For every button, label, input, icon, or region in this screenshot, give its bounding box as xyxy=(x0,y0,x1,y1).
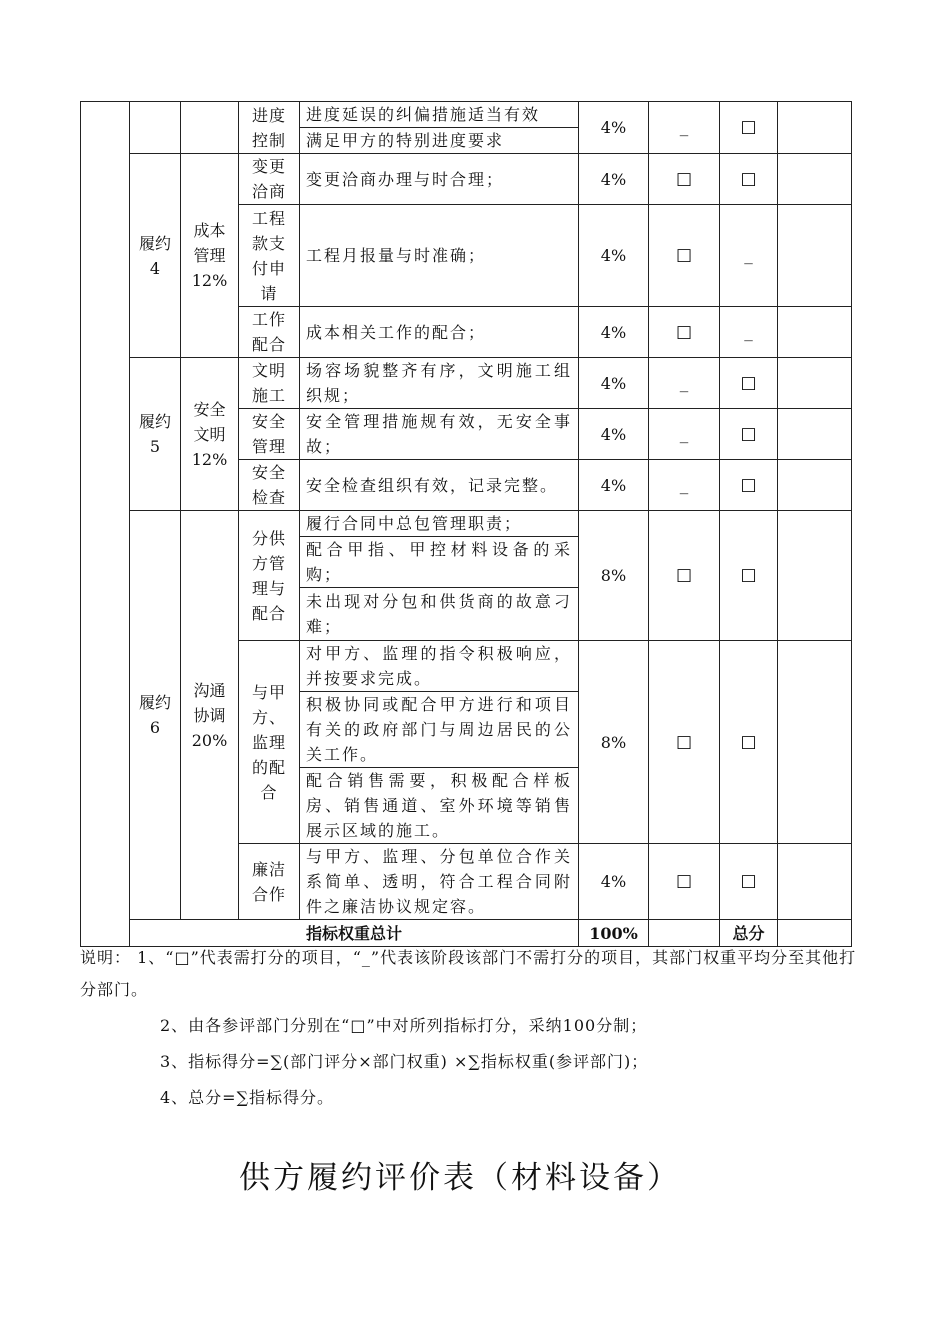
score-blank xyxy=(778,844,852,920)
criterion-text: 安全检查组织有效，记录完整。 xyxy=(300,460,579,511)
item-label: 进度控制 xyxy=(239,102,300,154)
item-label: 安全检查 xyxy=(239,460,300,511)
weight-cell: 4% xyxy=(579,154,649,205)
score-mark[interactable]: _ xyxy=(649,460,720,511)
total-weight: 100% xyxy=(579,920,649,947)
criterion-text: 配合销售需要，积极配合样板房、销售通道、室外环境等销售展示区域的施工。 xyxy=(300,768,579,844)
score-blank xyxy=(778,511,852,641)
score-blank xyxy=(778,205,852,307)
score-mark[interactable]: □ xyxy=(720,511,778,641)
weight-cell: 4% xyxy=(579,102,649,154)
note-line: 3、指标得分=∑(部门评分×部门权重) ×∑指标权重(参评部门)； xyxy=(160,1052,649,1071)
note-line: 说明： 1、“□”代表需打分的项目，“_”代表该阶段该部门不需打分的项目，其部门权重平均分至其他打分部门。 xyxy=(80,948,857,999)
criterion-text: 成本相关工作的配合； xyxy=(300,307,579,358)
table-row xyxy=(81,102,852,128)
criterion-text: 配合甲指、甲控材料设备的采购； xyxy=(300,537,579,588)
score-blank xyxy=(778,102,852,154)
score-blank xyxy=(778,460,852,511)
category-cell: 安全文明12% xyxy=(181,358,239,511)
weight-cell: 4% xyxy=(579,358,649,409)
score-mark[interactable]: _ xyxy=(649,409,720,460)
category-cell: 成本管理12% xyxy=(181,154,239,358)
score-blank xyxy=(778,358,852,409)
next-section-title: 供方履约评价表（材料设备） xyxy=(239,1160,681,1196)
score-mark[interactable]: □ xyxy=(649,844,720,920)
weight-cell: 4% xyxy=(579,460,649,511)
criterion-text: 未出现对分包和供货商的故意刁难； xyxy=(300,588,579,641)
score-mark[interactable]: _ xyxy=(720,307,778,358)
item-label: 分供方管理与配合 xyxy=(239,511,300,641)
stage-cell xyxy=(130,102,181,154)
outer-blank-cell xyxy=(81,102,130,947)
item-label: 安全管理 xyxy=(239,409,300,460)
score-blank xyxy=(778,154,852,205)
score-mark[interactable]: □ xyxy=(649,307,720,358)
score-blank xyxy=(778,641,852,844)
category-cell: 沟通协调20% xyxy=(181,511,239,920)
score-mark[interactable]: □ xyxy=(720,358,778,409)
note-line: 2、由各参评部门分别在“□”中对所列指标打分，采纳100分制； xyxy=(160,1016,648,1035)
score-mark[interactable]: □ xyxy=(649,205,720,307)
stage-cell: 履约4 xyxy=(130,154,181,358)
criterion-text: 进度延误的纠偏措施适当有效 xyxy=(300,102,579,128)
criterion-text: 与甲方、监理、分包单位合作关系简单、透明，符合工程合同附件之廉洁协议规定容。 xyxy=(300,844,579,920)
item-label: 廉洁合作 xyxy=(239,844,300,920)
weight-cell: 4% xyxy=(579,409,649,460)
criterion-text: 履行合同中总包管理职责； xyxy=(300,511,579,537)
score-mark[interactable]: _ xyxy=(649,102,720,154)
score-blank xyxy=(778,307,852,358)
item-label: 与甲方、监理的配合 xyxy=(239,641,300,844)
note-line: 4、总分=∑指标得分。 xyxy=(160,1088,335,1107)
score-blank xyxy=(778,409,852,460)
score-mark[interactable]: □ xyxy=(720,102,778,154)
score-mark[interactable]: □ xyxy=(720,844,778,920)
score-mark[interactable]: _ xyxy=(720,205,778,307)
criterion-text: 安全管理措施规有效，无安全事故； xyxy=(300,409,579,460)
evaluation-table xyxy=(80,101,852,947)
table-row xyxy=(81,358,852,409)
item-label: 工作配合 xyxy=(239,307,300,358)
criterion-text: 变更洽商办理与时合理； xyxy=(300,154,579,205)
criterion-text: 场容场貌整齐有序，文明施工组织规； xyxy=(300,358,579,409)
score-mark[interactable]: □ xyxy=(720,409,778,460)
item-label: 工程款支付申请 xyxy=(239,205,300,307)
weight-cell: 4% xyxy=(579,844,649,920)
weight-cell: 8% xyxy=(579,641,649,844)
score-mark[interactable]: □ xyxy=(720,641,778,844)
weight-cell: 4% xyxy=(579,205,649,307)
stage-cell: 履约5 xyxy=(130,358,181,511)
total-label: 指标权重总计 xyxy=(130,920,579,947)
stage-cell: 履约6 xyxy=(130,511,181,920)
score-mark[interactable]: □ xyxy=(720,460,778,511)
notes xyxy=(80,942,874,1114)
total-score-label: 总分 xyxy=(720,920,778,947)
score-mark[interactable]: □ xyxy=(649,641,720,844)
score-mark[interactable]: □ xyxy=(720,154,778,205)
criterion-text: 满足甲方的特别进度要求 xyxy=(300,128,579,154)
item-label: 变更洽商 xyxy=(239,154,300,205)
criterion-text: 对甲方、监理的指令积极响应，并按要求完成。 xyxy=(300,641,579,692)
table-row xyxy=(81,511,852,537)
category-cell xyxy=(181,102,239,154)
score-mark[interactable]: □ xyxy=(649,154,720,205)
score-mark[interactable]: _ xyxy=(649,358,720,409)
table-row xyxy=(81,154,852,205)
weight-cell: 8% xyxy=(579,511,649,641)
score-mark[interactable]: □ xyxy=(649,511,720,641)
item-label: 文明施工 xyxy=(239,358,300,409)
weight-cell: 4% xyxy=(579,307,649,358)
criterion-text: 工程月报量与时准确； xyxy=(300,205,579,307)
criterion-text: 积极协同或配合甲方进行和项目有关的政府部门与周边居民的公关工作。 xyxy=(300,692,579,768)
